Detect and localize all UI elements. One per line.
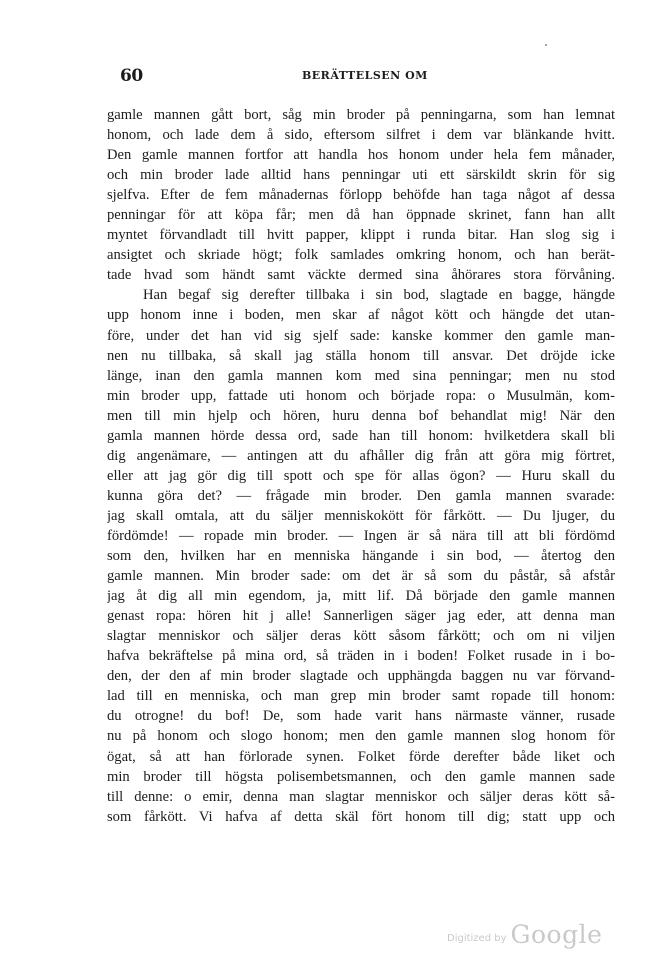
page-number: 60 bbox=[120, 66, 143, 86]
text-line: min broder upp, fattade uti honom och började ropa: o Musulmän, kom- bbox=[107, 387, 615, 404]
body-text bbox=[107, 105, 615, 827]
text-line: sjelfva. Efter de fem månadernas förlopp behöfde han taga något af dessa bbox=[107, 187, 615, 204]
text-line: dig angenämare, — antingen att du afhåller dig från att göra mig förtret, bbox=[107, 447, 615, 464]
running-head: BERÄTTELSEN OM bbox=[302, 69, 428, 82]
text-line: myntet förvandladt till hvitt papper, klippt i runda bitar. Han slog sig i bbox=[107, 227, 615, 244]
text-line: du otrogne! du bof! De, som hade varit hans närmaste vänner, rusade bbox=[107, 708, 615, 725]
text-line: gamla mannen hörde dessa ord, sade han till honom: hvilketdera skall bli bbox=[107, 427, 615, 444]
text-line: lad till en menniska, och man grep min broder samt ropade till honom: bbox=[107, 688, 615, 705]
text-line: gamle mannen. Min broder sade: om det är så som du påstår, så afstår bbox=[107, 568, 615, 585]
text-line: länge, inan den gamla mannen kom med sina penningar; men nu stod bbox=[107, 367, 615, 384]
text-line: gamle mannen gått bort, såg min broder på penningarna, som han lemnat bbox=[107, 107, 615, 123]
page-header bbox=[120, 66, 610, 90]
text-line: som den, hvilken har en menniska hängande i sin bod, — återtog den bbox=[107, 548, 615, 565]
text-line: kunna göra det? — frågade min broder. Den gamla mannen svarade: bbox=[107, 487, 615, 504]
text-line: ansigtet och skriade högt; folk samlades omkring honom, och han berät- bbox=[107, 247, 615, 264]
google-logo: Google bbox=[510, 920, 603, 949]
text-line: som fårkött. Vi hafva af detta skäl fört honom till dig; statt upp och bbox=[107, 808, 615, 825]
text-line: eller att jag gör dig till spott och spe för allas ögon? — Huru skall du bbox=[107, 467, 615, 484]
text-line: honom, och lade dem å sido, eftersom silfret i dem var blänkande hvitt. bbox=[107, 127, 615, 144]
text-line: tade hvad som händt samt väckte dermed sina åhörares stora förvåning. bbox=[107, 267, 615, 284]
text-line: den, der den af min broder slagtade och upphängda baggen nu var förvand- bbox=[107, 668, 615, 685]
text-line: och min broder lade alltid hans penningar uti ett särskildt skrin för sig bbox=[107, 167, 615, 184]
text-line: genast ropa: hören hit j alle! Sannerligen säger jag eder, att denna man bbox=[107, 608, 615, 625]
text-line: till denne: o emir, denna man slagtar menniskor och säljer deras kött så- bbox=[107, 788, 615, 805]
paragraph-start-line: Han begaf sig derefter tillbaka i sin bod, slagtade en bagge, hängde bbox=[143, 287, 615, 304]
watermark-prefix: Digitized by bbox=[447, 933, 507, 944]
text-line: jag skall omtala, att du säljer menniskokött för fårkött. — Du ljuger, du bbox=[107, 507, 615, 524]
text-line: penningar för att köpa får; men då han öppnade skrinet, fann han allt bbox=[107, 207, 615, 224]
text-line: hafva bekräftelse på mina ord, så träden in i boden! Folket rusade in i bo- bbox=[107, 648, 615, 665]
digitized-by-google-watermark bbox=[447, 919, 602, 949]
text-line: jag åt dig all min egendom, ja, mitt lif. Då började den gamle mannen bbox=[107, 588, 615, 605]
text-line: före, under det han vid sig sjelf sade: kanske kommer den gamle man- bbox=[107, 327, 615, 344]
text-line: nen nu tillbaka, så skall jag ställa honom till ansvar. Det dröjde icke bbox=[107, 347, 615, 364]
text-line: ögat, så att han förlorade synen. Folket förde derefter både liket och bbox=[107, 748, 615, 765]
text-line: upp honom inne i boden, men skar af något kött och hängde det utan- bbox=[107, 307, 615, 324]
text-line: nu på honom och slogo honom; men den gamle mannen slog honom för bbox=[107, 728, 615, 745]
text-line: fördömde! — ropade min broder. — Ingen är så nära till att bli fördömd bbox=[107, 527, 615, 544]
text-line: slagtar menniskor och säljer deras kött såsom fårkött; och om ni viljen bbox=[107, 628, 615, 645]
text-line: min broder till högsta polisembetsmannen, och den gamle mannen sade bbox=[107, 768, 615, 785]
print-speck bbox=[545, 44, 547, 46]
text-line: Den gamle mannen fortfor att handla hos honom under hela fem månader, bbox=[107, 147, 615, 164]
text-line: men till min hjelp och hören, huru denna bof behandlat mig! När den bbox=[107, 407, 615, 424]
